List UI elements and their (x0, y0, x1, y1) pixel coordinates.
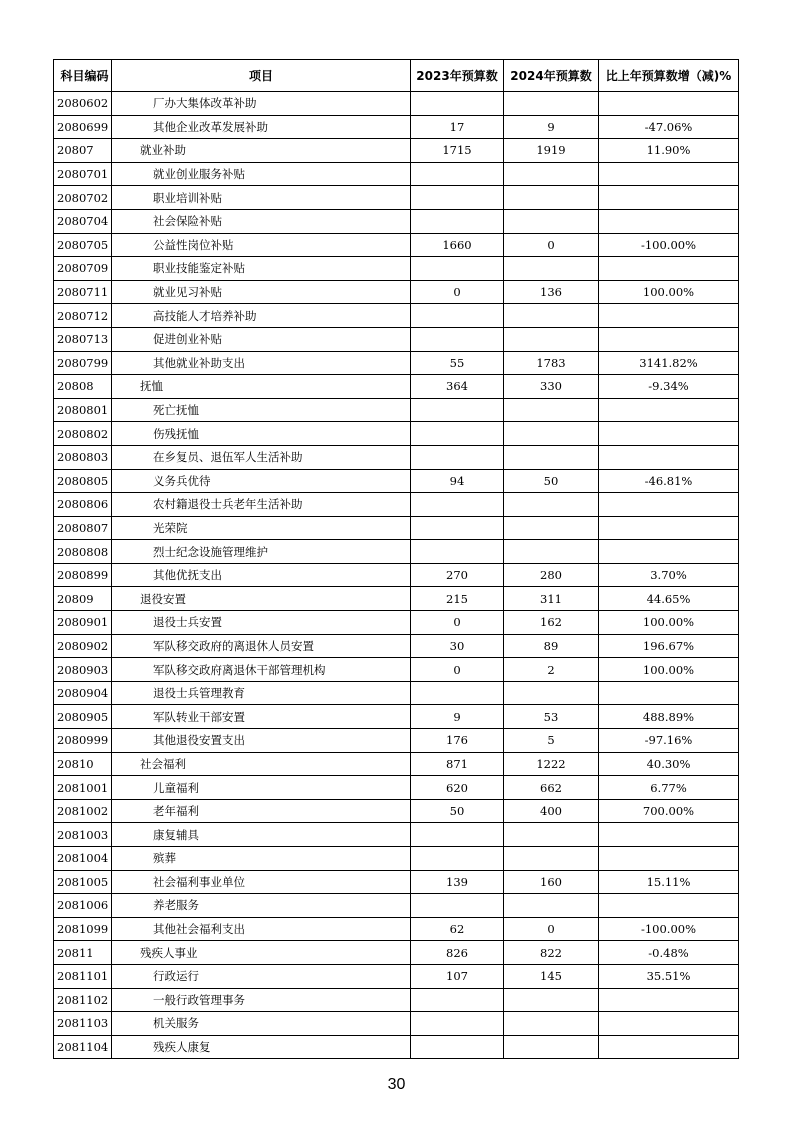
cell-item: 退役士兵安置 (112, 611, 411, 635)
cell-2024-budget (504, 304, 599, 328)
cell-2024-budget: 0 (504, 917, 599, 941)
cell-change-percent (599, 162, 739, 186)
cell-code: 2081101 (54, 964, 112, 988)
cell-2024-budget (504, 209, 599, 233)
table-row (54, 304, 739, 328)
cell-item: 就业见习补贴 (112, 280, 411, 304)
cell-2023-budget (411, 186, 504, 210)
cell-item: 康复辅具 (112, 823, 411, 847)
cell-item: 烈士纪念设施管理维护 (112, 540, 411, 564)
cell-2023-budget (411, 209, 504, 233)
cell-code: 20807 (54, 139, 112, 163)
table-row (54, 776, 739, 800)
cell-code: 2081001 (54, 776, 112, 800)
table-row (54, 587, 739, 611)
cell-change-percent: 40.30% (599, 752, 739, 776)
cell-2024-budget (504, 398, 599, 422)
cell-2023-budget (411, 988, 504, 1012)
cell-2023-budget (411, 894, 504, 918)
header-change-percent: 比上年预算数增（减)% (599, 60, 739, 92)
table-row (54, 540, 739, 564)
cell-item: 老年福利 (112, 799, 411, 823)
table-row (54, 1012, 739, 1036)
cell-2023-budget (411, 445, 504, 469)
cell-code: 2080712 (54, 304, 112, 328)
table-row (54, 941, 739, 965)
table-body (54, 92, 739, 1059)
cell-change-percent: -47.06% (599, 115, 739, 139)
cell-code: 2081002 (54, 799, 112, 823)
cell-item: 公益性岗位补贴 (112, 233, 411, 257)
table-row (54, 445, 739, 469)
cell-2024-budget (504, 327, 599, 351)
table-row (54, 493, 739, 517)
cell-code: 20810 (54, 752, 112, 776)
cell-item: 军队移交政府离退休干部管理机构 (112, 658, 411, 682)
cell-code: 2081003 (54, 823, 112, 847)
cell-2024-budget: 0 (504, 233, 599, 257)
cell-2023-budget: 17 (411, 115, 504, 139)
cell-2023-budget: 176 (411, 729, 504, 753)
cell-2024-budget: 1222 (504, 752, 599, 776)
cell-change-percent (599, 516, 739, 540)
cell-change-percent (599, 186, 739, 210)
cell-code: 2080999 (54, 729, 112, 753)
cell-change-percent: -100.00% (599, 233, 739, 257)
cell-item: 退役安置 (112, 587, 411, 611)
cell-item: 就业补助 (112, 139, 411, 163)
cell-code: 2081104 (54, 1035, 112, 1059)
cell-2023-budget: 94 (411, 469, 504, 493)
table-row (54, 280, 739, 304)
cell-2024-budget (504, 186, 599, 210)
header-2024-budget: 2024年预算数 (504, 60, 599, 92)
table-row (54, 398, 739, 422)
cell-item: 高技能人才培养补助 (112, 304, 411, 328)
table-row (54, 186, 739, 210)
cell-change-percent: 3141.82% (599, 351, 739, 375)
cell-item: 退役士兵管理教育 (112, 681, 411, 705)
cell-2024-budget: 5 (504, 729, 599, 753)
cell-code: 2080905 (54, 705, 112, 729)
table-row (54, 729, 739, 753)
cell-2024-budget (504, 823, 599, 847)
table-row (54, 257, 739, 281)
cell-item: 社会保险补贴 (112, 209, 411, 233)
cell-2023-budget (411, 327, 504, 351)
cell-2024-budget (504, 162, 599, 186)
cell-code: 2080903 (54, 658, 112, 682)
cell-code: 2080699 (54, 115, 112, 139)
cell-change-percent: -97.16% (599, 729, 739, 753)
cell-2024-budget: 400 (504, 799, 599, 823)
table-row (54, 870, 739, 894)
cell-code: 2080807 (54, 516, 112, 540)
cell-change-percent (599, 681, 739, 705)
cell-change-percent: 196.67% (599, 634, 739, 658)
cell-2024-budget: 53 (504, 705, 599, 729)
table-row (54, 563, 739, 587)
cell-item: 促进创业补贴 (112, 327, 411, 351)
cell-2023-budget: 50 (411, 799, 504, 823)
cell-2024-budget: 330 (504, 375, 599, 399)
cell-item: 义务兵优待 (112, 469, 411, 493)
cell-change-percent: 35.51% (599, 964, 739, 988)
cell-2024-budget (504, 540, 599, 564)
cell-2023-budget: 62 (411, 917, 504, 941)
cell-2024-budget: 1919 (504, 139, 599, 163)
budget-table (53, 59, 739, 1059)
cell-change-percent: 100.00% (599, 658, 739, 682)
cell-2023-budget (411, 1012, 504, 1036)
cell-change-percent: 6.77% (599, 776, 739, 800)
cell-item: 就业创业服务补贴 (112, 162, 411, 186)
table-row (54, 917, 739, 941)
cell-code: 2081099 (54, 917, 112, 941)
cell-2023-budget: 620 (411, 776, 504, 800)
cell-code: 2081102 (54, 988, 112, 1012)
table-row (54, 92, 739, 116)
cell-item: 其他退役安置支出 (112, 729, 411, 753)
table-row (54, 1035, 739, 1059)
cell-2023-budget (411, 516, 504, 540)
cell-item: 其他社会福利支出 (112, 917, 411, 941)
table-row (54, 964, 739, 988)
cell-2024-budget: 162 (504, 611, 599, 635)
cell-2023-budget (411, 92, 504, 116)
cell-code: 20808 (54, 375, 112, 399)
table-row (54, 115, 739, 139)
cell-item: 社会福利 (112, 752, 411, 776)
cell-2024-budget (504, 681, 599, 705)
cell-change-percent (599, 1035, 739, 1059)
cell-code: 2080701 (54, 162, 112, 186)
cell-code: 2080705 (54, 233, 112, 257)
cell-code: 2080901 (54, 611, 112, 635)
table-row (54, 611, 739, 635)
cell-code: 2080709 (54, 257, 112, 281)
cell-item: 农村籍退役士兵老年生活补助 (112, 493, 411, 517)
page-number: 30 (387, 1076, 406, 1093)
cell-code: 2080702 (54, 186, 112, 210)
cell-change-percent: -100.00% (599, 917, 739, 941)
cell-code: 2080802 (54, 422, 112, 446)
cell-change-percent: 100.00% (599, 280, 739, 304)
cell-change-percent (599, 445, 739, 469)
cell-change-percent: 15.11% (599, 870, 739, 894)
cell-item: 在乡复员、退伍军人生活补助 (112, 445, 411, 469)
cell-change-percent (599, 988, 739, 1012)
cell-2023-budget: 0 (411, 611, 504, 635)
cell-code: 2080806 (54, 493, 112, 517)
cell-2023-budget: 30 (411, 634, 504, 658)
cell-item: 职业技能鉴定补贴 (112, 257, 411, 281)
cell-code: 2080711 (54, 280, 112, 304)
cell-2023-budget (411, 493, 504, 517)
cell-item: 行政运行 (112, 964, 411, 988)
cell-2024-budget (504, 988, 599, 1012)
cell-change-percent: 488.89% (599, 705, 739, 729)
cell-2024-budget: 89 (504, 634, 599, 658)
cell-item: 伤残抚恤 (112, 422, 411, 446)
cell-2023-budget (411, 398, 504, 422)
table-row (54, 823, 739, 847)
cell-code: 2080803 (54, 445, 112, 469)
cell-code: 2080904 (54, 681, 112, 705)
cell-change-percent (599, 540, 739, 564)
cell-2023-budget (411, 257, 504, 281)
cell-2023-budget: 364 (411, 375, 504, 399)
cell-2023-budget: 215 (411, 587, 504, 611)
cell-item: 职业培训补贴 (112, 186, 411, 210)
cell-item: 养老服务 (112, 894, 411, 918)
cell-code: 2080902 (54, 634, 112, 658)
cell-2023-budget (411, 1035, 504, 1059)
cell-change-percent (599, 847, 739, 871)
cell-code: 2081004 (54, 847, 112, 871)
cell-2023-budget (411, 422, 504, 446)
cell-2024-budget: 50 (504, 469, 599, 493)
cell-code: 2080602 (54, 92, 112, 116)
cell-code: 20811 (54, 941, 112, 965)
cell-change-percent: 44.65% (599, 587, 739, 611)
cell-change-percent (599, 304, 739, 328)
cell-2024-budget: 280 (504, 563, 599, 587)
cell-change-percent: -46.81% (599, 469, 739, 493)
table-row (54, 375, 739, 399)
table-row (54, 516, 739, 540)
cell-2024-budget (504, 847, 599, 871)
cell-2023-budget (411, 823, 504, 847)
cell-change-percent: 3.70% (599, 563, 739, 587)
cell-2023-budget: 0 (411, 658, 504, 682)
cell-change-percent (599, 92, 739, 116)
table-row (54, 469, 739, 493)
cell-item: 社会福利事业单位 (112, 870, 411, 894)
cell-change-percent (599, 209, 739, 233)
cell-2024-budget: 136 (504, 280, 599, 304)
table-row (54, 752, 739, 776)
cell-item: 光荣院 (112, 516, 411, 540)
cell-item: 残疾人事业 (112, 941, 411, 965)
table-row (54, 799, 739, 823)
cell-change-percent (599, 257, 739, 281)
cell-2024-budget: 822 (504, 941, 599, 965)
cell-2024-budget: 160 (504, 870, 599, 894)
cell-code: 2081006 (54, 894, 112, 918)
cell-code: 2080799 (54, 351, 112, 375)
cell-change-percent (599, 493, 739, 517)
cell-code: 2080713 (54, 327, 112, 351)
table-row (54, 894, 739, 918)
cell-item: 机关服务 (112, 1012, 411, 1036)
cell-code: 2080805 (54, 469, 112, 493)
cell-item: 厂办大集体改革补助 (112, 92, 411, 116)
cell-2023-budget (411, 681, 504, 705)
cell-code: 2081005 (54, 870, 112, 894)
cell-2023-budget: 826 (411, 941, 504, 965)
cell-2024-budget (504, 445, 599, 469)
cell-change-percent (599, 398, 739, 422)
cell-2024-budget: 145 (504, 964, 599, 988)
table-row (54, 351, 739, 375)
cell-change-percent (599, 422, 739, 446)
table-row (54, 705, 739, 729)
cell-2023-budget: 107 (411, 964, 504, 988)
cell-item: 一般行政管理事务 (112, 988, 411, 1012)
cell-change-percent (599, 1012, 739, 1036)
cell-item: 军队转业干部安置 (112, 705, 411, 729)
cell-change-percent: 100.00% (599, 611, 739, 635)
cell-item: 其他企业改革发展补助 (112, 115, 411, 139)
cell-2023-budget: 9 (411, 705, 504, 729)
cell-2024-budget: 662 (504, 776, 599, 800)
table-row (54, 634, 739, 658)
cell-2023-budget: 1715 (411, 139, 504, 163)
cell-2024-budget: 1783 (504, 351, 599, 375)
cell-item: 残疾人康复 (112, 1035, 411, 1059)
header-2023-budget: 2023年预算数 (411, 60, 504, 92)
table-row (54, 681, 739, 705)
table-header-row (54, 60, 739, 92)
table-row (54, 233, 739, 257)
cell-change-percent: -0.48% (599, 941, 739, 965)
table-row (54, 327, 739, 351)
cell-item: 殡葬 (112, 847, 411, 871)
cell-change-percent (599, 894, 739, 918)
cell-item: 抚恤 (112, 375, 411, 399)
cell-2023-budget: 1660 (411, 233, 504, 257)
cell-2023-budget: 55 (411, 351, 504, 375)
cell-2023-budget (411, 847, 504, 871)
cell-item: 死亡抚恤 (112, 398, 411, 422)
cell-2023-budget: 871 (411, 752, 504, 776)
cell-change-percent: 700.00% (599, 799, 739, 823)
cell-2024-budget (504, 894, 599, 918)
cell-2024-budget (504, 257, 599, 281)
cell-item: 其他优抚支出 (112, 563, 411, 587)
cell-item: 军队移交政府的离退休人员安置 (112, 634, 411, 658)
cell-2024-budget: 2 (504, 658, 599, 682)
cell-2023-budget (411, 540, 504, 564)
cell-2024-budget (504, 422, 599, 446)
cell-change-percent: -9.34% (599, 375, 739, 399)
table-row (54, 422, 739, 446)
cell-2024-budget (504, 516, 599, 540)
cell-item: 其他就业补助支出 (112, 351, 411, 375)
cell-code: 2080808 (54, 540, 112, 564)
table-row (54, 988, 739, 1012)
cell-2024-budget (504, 1035, 599, 1059)
cell-item: 儿童福利 (112, 776, 411, 800)
cell-code: 2080704 (54, 209, 112, 233)
cell-code: 2080899 (54, 563, 112, 587)
cell-change-percent: 11.90% (599, 139, 739, 163)
cell-2023-budget: 270 (411, 563, 504, 587)
cell-change-percent (599, 327, 739, 351)
cell-2023-budget: 139 (411, 870, 504, 894)
cell-2024-budget: 311 (504, 587, 599, 611)
cell-code: 2080801 (54, 398, 112, 422)
cell-2023-budget (411, 162, 504, 186)
cell-2024-budget (504, 1012, 599, 1036)
cell-change-percent (599, 823, 739, 847)
table-row (54, 658, 739, 682)
table-row (54, 209, 739, 233)
header-code: 科目编码 (54, 60, 112, 92)
cell-2024-budget (504, 92, 599, 116)
cell-2023-budget (411, 304, 504, 328)
table-row (54, 847, 739, 871)
cell-2023-budget: 0 (411, 280, 504, 304)
cell-2024-budget (504, 493, 599, 517)
cell-code: 20809 (54, 587, 112, 611)
table-row (54, 162, 739, 186)
cell-code: 2081103 (54, 1012, 112, 1036)
cell-2024-budget: 9 (504, 115, 599, 139)
header-item: 项目 (112, 60, 411, 92)
table-row (54, 139, 739, 163)
